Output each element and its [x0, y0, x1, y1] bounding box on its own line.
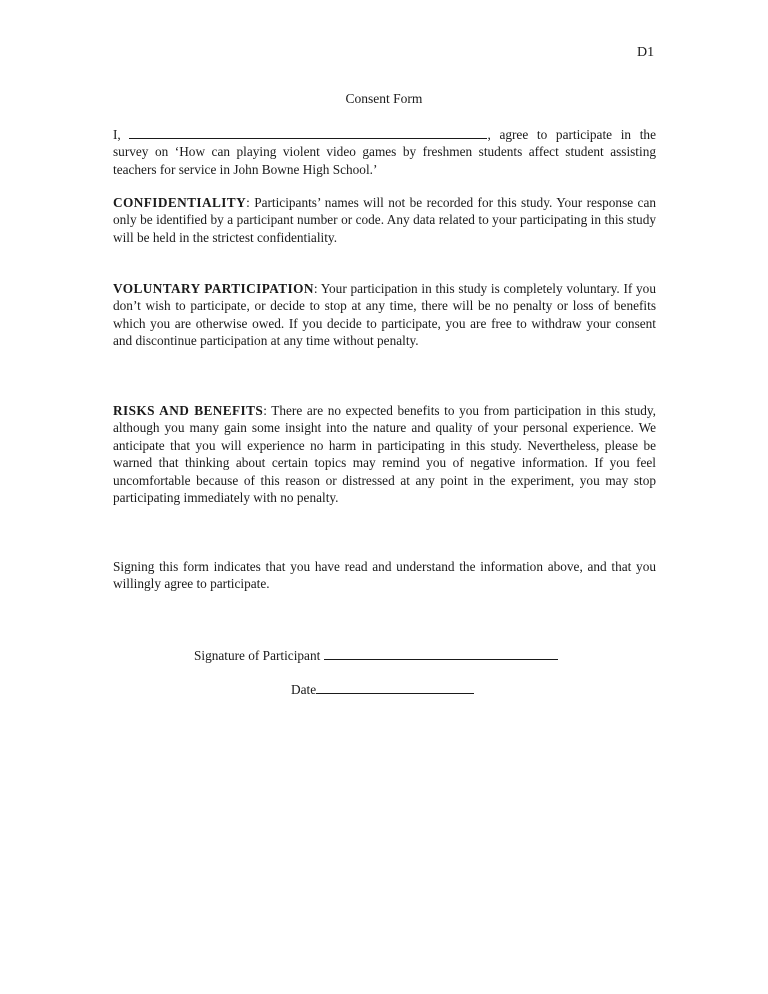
voluntary-paragraph [113, 280, 656, 350]
risks-paragraph [113, 402, 656, 506]
page-identifier: D1 [637, 45, 655, 60]
risks-heading: RISKS AND BENEFITS [113, 403, 264, 418]
date-label: Date [291, 682, 317, 697]
intro-paragraph [113, 125, 656, 178]
signature-line [194, 646, 558, 664]
participant-name-blank[interactable] [129, 125, 487, 139]
voluntary-text: : Your participation in this study is completely voluntary. If you don’t wish to participate, or decide to stop at any time, there will be no penalty or loss of benefits which you are otherwise owed. If you decide to participate, you are free to withdraw your consent and discontinue participation at any time without penalty. [113, 281, 656, 349]
intro-text: , agree to participate in the survey on ‘How can playing violent video games by freshmen students affect student assisting teachers for service in John Bowne High School.’ [113, 127, 656, 177]
form-title: Consent Form [345, 91, 423, 106]
confidentiality-heading: CONFIDENTIALITY [113, 195, 247, 210]
signature-label: Signature of Participant [194, 648, 324, 663]
intro-prefix: I, [113, 127, 130, 142]
voluntary-heading: VOLUNTARY PARTICIPATION [113, 281, 314, 296]
signature-blank[interactable] [324, 646, 558, 660]
date-blank[interactable] [316, 680, 474, 694]
confidentiality-paragraph [113, 194, 656, 246]
risks-text: : There are no expected benefits to you from participation in this study, although you many gain some insight into the nature and quality of your personal experience. We anticipate that you will experience no harm in participating in this study. Nevertheless, please be warned that thinking about certain topics may remind you of negative information. If you feel uncomfortable because of this reason or distressed at any point in the experiment, you may stop participating immediately with no penalty. [113, 403, 656, 506]
confidentiality-text: : Participants’ names will not be recorded for this study. Your response can only be identified by a participant number or code. Any data related to your participating in this study will be held in the strictest confidentiality. [113, 195, 656, 245]
signing-statement: Signing this form indicates that you have read and understand the information above, and that you willingly agree to participate. [113, 559, 656, 592]
date-line [291, 680, 474, 698]
